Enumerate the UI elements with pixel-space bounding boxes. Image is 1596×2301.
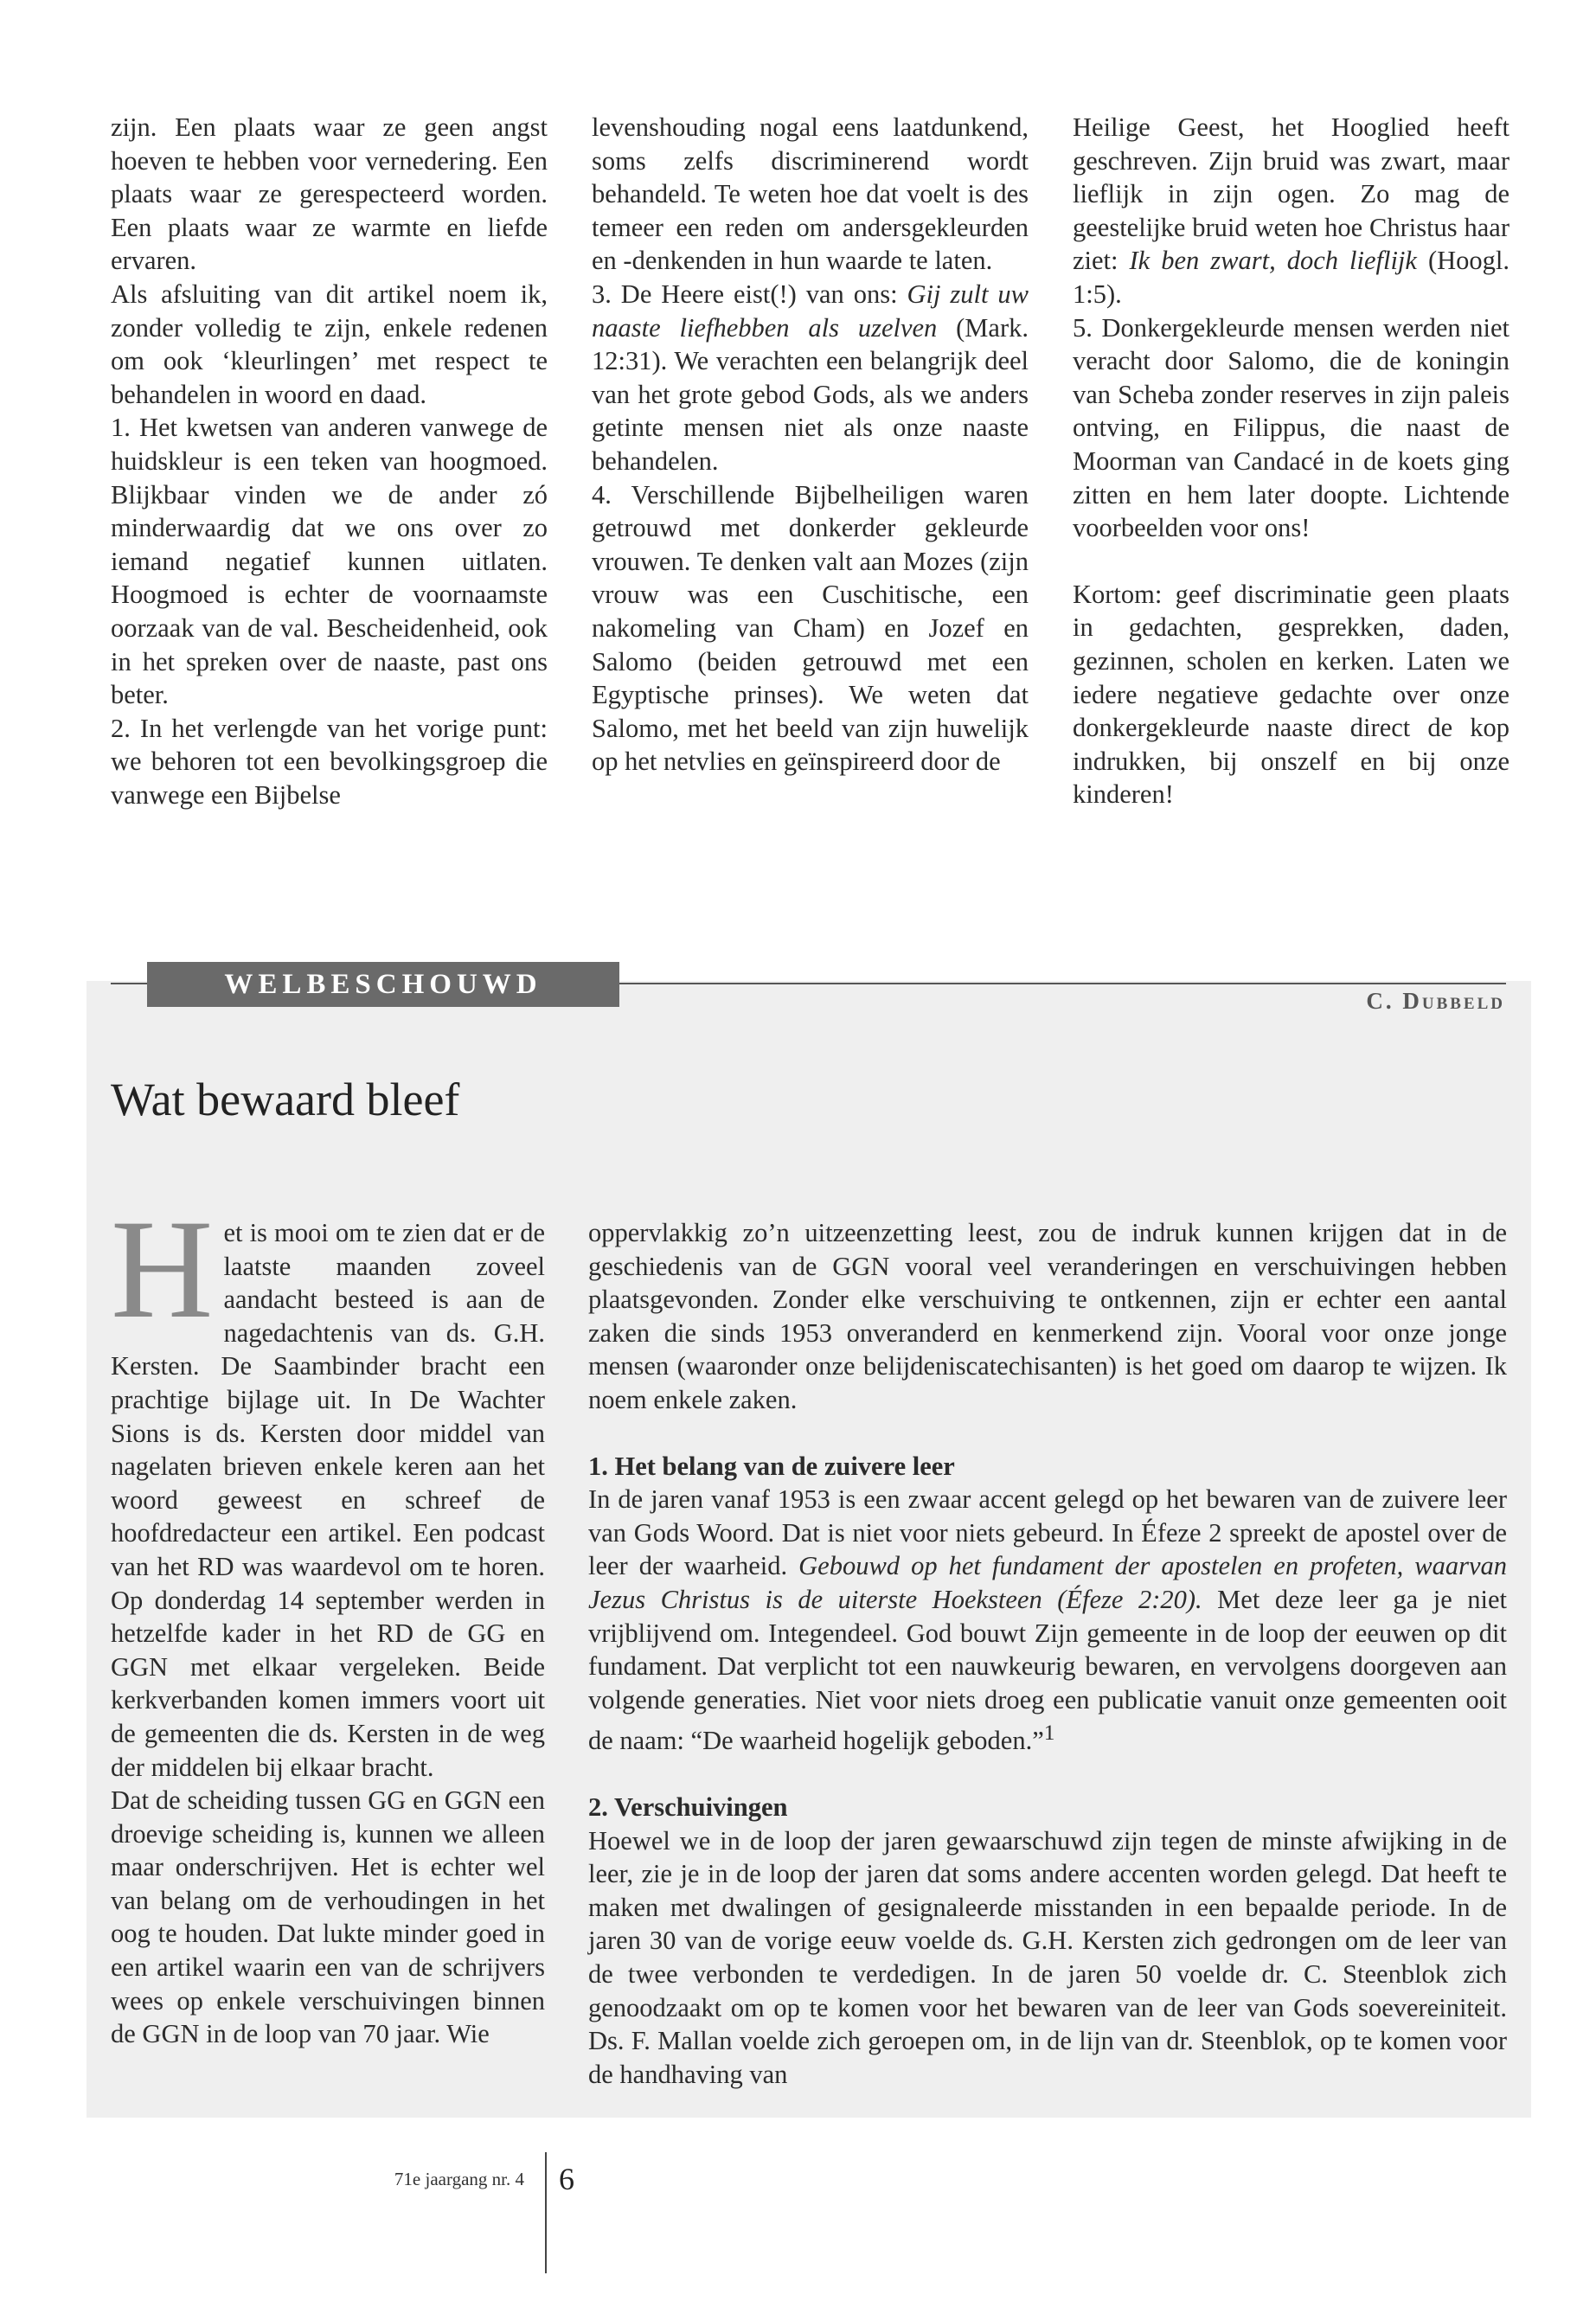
section-label: WELBESCHOUWD xyxy=(147,962,619,1007)
paragraph xyxy=(1073,111,1509,311)
text-span: (Mark. 12:31). We verachten een belangrijk deel van het grote gebod Gods, als we anders getinte mensen niet als onze naaste behandelen. xyxy=(592,312,1029,476)
paragraph xyxy=(592,278,1029,478)
paragraph: Kortom: geef discriminatie geen plaats in gedachten, gesprekken, daden, gezinnen, scholen en kerken. Laten we iedere negatieve gedachte over onze donkergekleurde naaste direct de kop indrukken, bij onszelf en bij onze kinderen! xyxy=(1073,579,1509,810)
paragraph: Hoewel we in de loop der jaren gewaarschuwd zijn tegen de minste afwijking in de leer, zie je in de loop der jaren dat soms andere accenten worden gelegd. Dat heeft te maken met dwalingen of gesignaleerde misstanden in een bepaalde periode. In de jaren 30 van de vorige eeuw voelde ds. G.H. Kersten zich gedrongen om de leer van de twee verbonden te verdedigen. In de jaren 50 voelde dr. C. Steenblok zich genoodzaakt om op te komen voor het bewaren van de leer van Gods soevereiniteit. Ds. F. Mallan voelde zich geroepen om, in de lijn van dr. Steenblok, op te komen voor de handhaving van xyxy=(588,1825,1507,2089)
paragraph xyxy=(588,1483,1507,1758)
paragraph xyxy=(111,1191,545,1784)
bible-quote: Gij zult uw naaste liefhebben als uzelven xyxy=(592,279,1029,343)
footer-divider xyxy=(545,2152,547,2273)
paragraph: oppervlakkig zo’n uitzeenzetting leest, zou de indruk kunnen krijgen dat in de geschiedenis van de GGN vooral veel veranderingen en verschuivingen hebben plaatsgevonden. Zonder elke verschuiving te ontkennen, zijn er echter een aantal zaken die sinds 1953 onveranderd en kenmerkend zijn. Vooral voor onze jonge mensen (waaronder onze belijdeniscatechisanten) is het goed om daarop te wijzen. Ik noem enkele zaken. xyxy=(588,1218,1507,1414)
top-column-1 xyxy=(111,111,548,811)
paragraph: Als afsluiting van dit artikel noem ik, zonder volledig te zijn, enkele redenen om ook ‘kleurlingen’ met respect te behandelen in woord en daad. xyxy=(111,279,548,409)
top-column-2 xyxy=(592,111,1029,779)
article-column-2 xyxy=(588,1216,1507,2091)
author-name: C. Dubbeld xyxy=(1366,988,1505,1014)
paragraph: Dat de scheiding tussen GG en GGN een droevige scheiding is, kunnen we alleen maar onderschrijven. Het is echter wel van belang om de verhoudingen in het oog te houden. Dat lukte minder goed in een artikel waarin een van de schrijvers wees op enkele verschuivingen binnen de GGN in de loop van 70 jaar. Wie xyxy=(111,1785,545,2049)
text-span: In de jaren vanaf 1953 is een zwaar accent gelegd op het bewaren van de zuivere leer van Gods Woord. Dat is niet voor niets gebeurd. In Éfeze 2 spreekt de apostel over de leer der waarheid. xyxy=(588,1484,1507,1581)
text-span: (Hoogl. 1:5). xyxy=(1073,246,1509,309)
text-span: Heilige Geest, het Hooglied heeft geschreven. Zijn bruid was zwart, maar lieflijk in zijn ogen. Zo mag de geestelijke bruid weten hoe Christus haar ziet: xyxy=(1073,112,1509,276)
article-column-1 xyxy=(111,1191,545,2051)
issue-info: 71e jaargang nr. 4 xyxy=(394,2169,524,2189)
paragraph: levenshouding nogal eens laatdunkend, soms zelfs discriminerend wordt behandeld. Te weten hoe dat voelt is des temeer een reden om andersgekleurden en -denkenden in hun waarde te laten. xyxy=(592,112,1029,276)
paragraph: zijn. Een plaats waar ze geen angst hoeven te hebben voor vernedering. Een plaats waar ze gerespecteerd worden. Een plaats waar ze warmte en liefde ervaren. xyxy=(111,112,548,276)
paragraph: 4. Verschillende Bijbelheiligen waren getrouwd met donkerder gekleurde vrouwen. Te denken valt aan Mozes (zijn vrouw was een Cuschitische, een nakomeling van Cham) en Jozef en Salomo (beiden getrouwd met een Egyptische prinses). We weten dat Salomo, met het beeld van zijn huwelijk op het netvlies en geïnspireerd door de xyxy=(592,479,1029,777)
paragraph: 1. Het kwetsen van anderen vanwege de huidskleur is een teken van hoogmoed. Blijkbaar vinden we de ander zó minderwaardig dat we ons over zo iemand negatief kunnen uitlaten. Hoogmoed is echter de voornaamste oorzaak van de val. Bescheidenheid, ook in het spreken over de naaste, past ons beter. xyxy=(111,413,548,710)
top-column-3 xyxy=(1073,111,1509,811)
article-title: Wat bewaard bleef xyxy=(111,1074,460,1125)
bible-quote: Ik ben zwart, doch lieflijk xyxy=(1129,246,1417,276)
text-span: Met deze leer ga je niet vrijblijvend om. Integendeel. God bouwt Zijn gemeente in de loop der eeuwen op dit fundament. Dat verplicht tot een nauwkeurig bewaren, en vervolgens doorgeven aan volgende generaties. Niet voor niets droeg een publicatie vanuit onze gemeenten ooit de naam: “De waarheid hogelijk geboden.” xyxy=(588,1584,1508,1756)
section-rule xyxy=(619,983,1506,984)
subheading: 2. Verschuivingen xyxy=(588,1792,788,1823)
paragraph: 2. In het verlengde van het vorige punt: we behoren tot een bevolkingsgroep die vanwege een Bijbelse xyxy=(111,713,548,810)
bible-quote: Gebouwd op het fundament der apostelen en profeten, waarvan Jezus Christus is de uiterste Hoeksteen (Éfeze 2:20). xyxy=(588,1551,1508,1614)
footnote-marker: 1 xyxy=(1043,1721,1055,1746)
text-span: 3. De Heere eist(!) van ons: xyxy=(592,279,898,309)
text-span: et is mooi om te zien dat er de laatste maanden zoveel aandacht besteed is aan de nagedachtenis van ds. G.H. Kersten. De Saambinder bracht een prachtige bijlage uit. In De Wachter Sions is ds. Kersten door middel van nagelaten brieven enkele keren aan het woord geweest en schreef de hoofdredacteur een artikel. Een podcast van het RD was waardevol om te horen. Op donderdag 14 september werden in hetzelfde kader in het RD de GG en GGN met elkaar vergeleken. Beide kerkverbanden komen immers voort uit de gemeenten die ds. Kersten in de weg der middelen bij elkaar bracht. xyxy=(111,1218,545,1782)
subheading: 1. Het belang van de zuivere leer xyxy=(588,1451,955,1481)
drop-cap: H xyxy=(111,1191,214,1348)
page-number: 6 xyxy=(559,2162,574,2196)
paragraph: 5. Donkergekleurde mensen werden niet veracht door Salomo, die de koningin van Scheba zonder reserves in zijn paleis ontving, en Filippus, die naast de Moorman van Candacé in de koets ging zitten en hem later doopte. Lichtende voorbeelden voor ons! xyxy=(1073,312,1509,543)
section-rule xyxy=(111,983,147,984)
